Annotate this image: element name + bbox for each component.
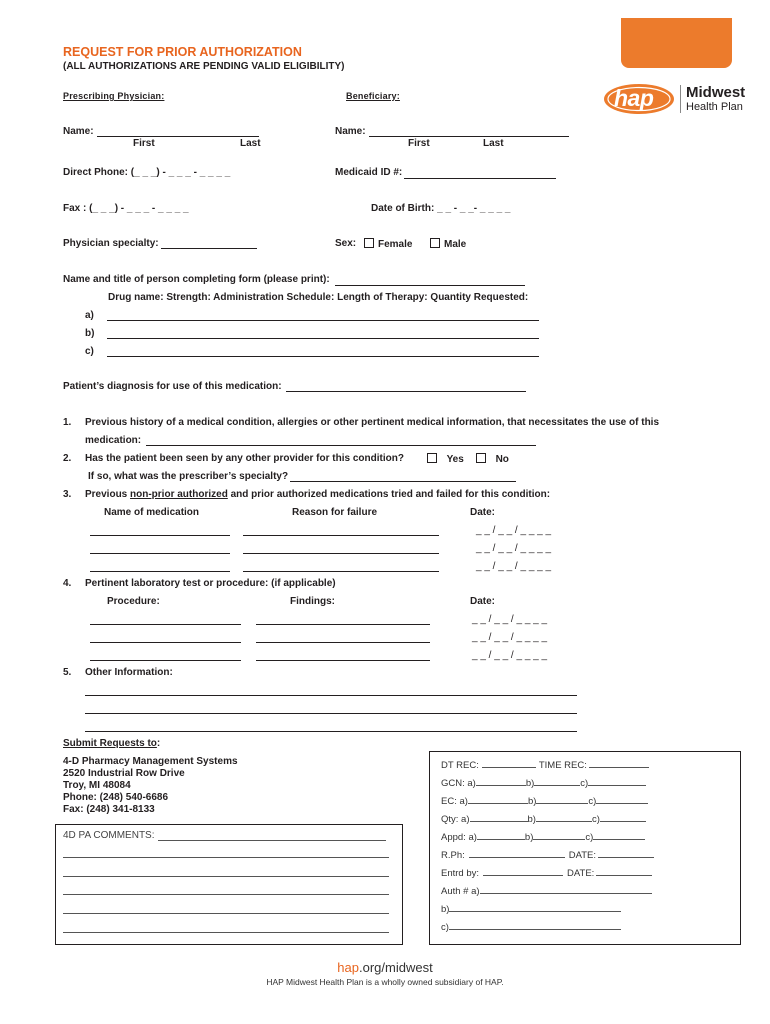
- appd-b-field[interactable]: [533, 830, 585, 840]
- q5-field-3[interactable]: [85, 731, 577, 732]
- auth-row: [441, 884, 652, 897]
- q4-procedure-field-3[interactable]: [90, 660, 241, 661]
- submit-heading-text: Submit Requests to: [63, 738, 157, 749]
- rph-label: R.Ph:: [441, 850, 465, 861]
- q2-no-option[interactable]: [476, 453, 509, 465]
- q3-col-name: Name of medication: [104, 507, 200, 518]
- appd-c-field[interactable]: [593, 830, 645, 840]
- auth-b-field[interactable]: [449, 902, 621, 912]
- entrd-label: Entrd by:: [441, 868, 480, 879]
- q4-col-date: Date:: [470, 596, 496, 607]
- drug-row-a-label: a): [85, 310, 94, 321]
- prescriber-heading: Prescribing Physician:: [63, 91, 165, 101]
- beneficiary-name-field[interactable]: [369, 136, 569, 137]
- form-title: REQUEST FOR PRIOR AUTHORIZATION: [63, 45, 302, 59]
- qty-b-label: b): [527, 814, 536, 825]
- rph-field[interactable]: [469, 848, 565, 858]
- beneficiary-first-label: First: [408, 138, 430, 149]
- form-subtitle: (ALL AUTHORIZATIONS ARE PENDING VALID ELIGIBILITY): [63, 61, 345, 72]
- q2-followup-field[interactable]: [290, 481, 516, 482]
- appd-c-label: c): [585, 832, 594, 843]
- auth-c-row: [441, 920, 621, 933]
- male-label: Male: [444, 239, 467, 250]
- q3-date-field-1[interactable]: _ _ / _ _ / _ _ _ _: [476, 525, 552, 536]
- ec-c-label: c): [588, 796, 597, 807]
- submit-line-4: Phone: (248) 540-6686: [63, 792, 169, 803]
- q4-col-findings: Findings:: [290, 596, 335, 607]
- dt-rec-field[interactable]: [482, 758, 536, 768]
- male-checkbox[interactable]: [430, 238, 440, 248]
- ec-b-field[interactable]: [536, 794, 588, 804]
- q2-no-checkbox[interactable]: [476, 453, 486, 463]
- q3-date-field-2[interactable]: _ _ / _ _ / _ _ _ _: [476, 543, 552, 554]
- submit-line-3: Troy, MI 48084: [63, 780, 131, 791]
- q3-text-pre: Previous: [85, 489, 131, 500]
- appd-b-label: b): [524, 832, 534, 843]
- prescriber-first-label: First: [133, 138, 155, 149]
- ec-b-label: b): [527, 796, 537, 807]
- q4-number: 4.: [63, 578, 72, 589]
- q3-col-reason: Reason for failure: [292, 507, 378, 518]
- time-rec-field[interactable]: [589, 758, 649, 768]
- q4-procedure-field-1[interactable]: [90, 624, 241, 625]
- entrd-date-label: DATE:: [567, 868, 595, 879]
- prescriber-last-label: Last: [240, 138, 261, 149]
- q1-number: 1.: [63, 417, 72, 428]
- logo-brand-sub: Health Plan: [686, 101, 743, 113]
- header-orange-tab: [621, 18, 732, 68]
- submit-heading-colon: :: [156, 738, 161, 749]
- ec-a-field[interactable]: [468, 794, 528, 804]
- q1-continuation: medication:: [85, 435, 142, 446]
- comments-label: 4D PA COMMENTS:: [63, 830, 155, 841]
- footer-link-rest: .org/midwest: [359, 960, 433, 975]
- submit-line-1: 4-D Pharmacy Management Systems: [63, 756, 238, 767]
- q4-findings-field-2[interactable]: [256, 642, 430, 643]
- logo-divider: [680, 85, 681, 113]
- q2-yes-label: Yes: [446, 454, 464, 465]
- submit-heading: [63, 738, 160, 749]
- qty-c-label: c): [591, 814, 600, 825]
- comments-box[interactable]: [55, 824, 403, 945]
- comments-field-2[interactable]: [63, 857, 389, 858]
- beneficiary-name-label: Name:: [335, 126, 366, 137]
- appd-a-field[interactable]: [477, 830, 525, 840]
- footer-note: HAP Midwest Health Plan is a wholly owned subsidiary of HAP.: [266, 977, 504, 987]
- q2-followup-label: If so, what was the prescriber’s specialty?: [88, 471, 289, 482]
- q5-field-2[interactable]: [85, 713, 577, 714]
- q4-date-field-3[interactable]: _ _ / _ _ / _ _ _ _: [472, 650, 548, 661]
- q4-findings-field-1[interactable]: [256, 624, 430, 625]
- prescriber-name-label: Name:: [63, 126, 94, 137]
- appd-row: [441, 830, 645, 843]
- q4-text: Pertinent laboratory test or procedure: (if applicable): [85, 578, 336, 589]
- sex-female-option[interactable]: [364, 238, 412, 250]
- footer-link-hap: hap: [337, 960, 359, 975]
- prescriber-name-field[interactable]: [97, 136, 259, 137]
- ec-label: EC: a): [441, 796, 468, 807]
- dob-field[interactable]: Date of Birth: _ _ - _ _- _ _ _ _: [371, 203, 511, 214]
- q2-no-label: No: [495, 454, 509, 465]
- completer-field[interactable]: [335, 285, 525, 286]
- sex-male-option[interactable]: [430, 238, 466, 250]
- prescriber-phone-field[interactable]: Direct Phone: (_ _ _) - _ _ _ - _ _ _ _: [63, 167, 231, 178]
- time-rec-label: TIME REC:: [538, 760, 587, 771]
- q4-col-procedure: Procedure:: [107, 596, 160, 607]
- diagnosis-field[interactable]: [286, 391, 526, 392]
- drug-row-c-field[interactable]: [107, 356, 539, 357]
- q3-reason-field-2[interactable]: [243, 553, 439, 554]
- drug-row-c-label: c): [85, 346, 94, 357]
- q5-number: 5.: [63, 667, 72, 678]
- q1-field[interactable]: [146, 445, 536, 446]
- entrd-date-field[interactable]: [596, 866, 652, 876]
- entrd-row: [441, 866, 652, 879]
- prescriber-fax-field[interactable]: Fax : (_ _ _) - _ _ _ - _ _ _ _: [63, 203, 189, 214]
- q3-reason-field-3[interactable]: [243, 571, 439, 572]
- auth-label: Auth # a): [441, 886, 480, 897]
- logo-brand: Midwest: [686, 84, 746, 101]
- diagnosis-label: Patient’s diagnosis for use of this medication:: [63, 381, 282, 392]
- gcn-label: GCN: a): [441, 778, 476, 789]
- q2-yes-option[interactable]: [427, 453, 464, 465]
- auth-b-row: [441, 902, 621, 915]
- gcn-b-label: b): [525, 778, 535, 789]
- auth-c-field[interactable]: [449, 920, 621, 930]
- comments-field-1[interactable]: [158, 840, 386, 841]
- comments-field-5[interactable]: [63, 913, 389, 914]
- beneficiary-last-label: Last: [483, 138, 504, 149]
- q2-text: Has the patient been seen by any other provider for this condition?: [85, 453, 404, 464]
- drug-row-b-label: b): [85, 328, 95, 339]
- q3-number: 3.: [63, 489, 72, 500]
- q2-number: 2.: [63, 453, 72, 464]
- entrd-field[interactable]: [483, 866, 563, 876]
- q3-col-date: Date:: [470, 507, 496, 518]
- q3-date-field-3[interactable]: _ _ / _ _ / _ _ _ _: [476, 561, 552, 572]
- q3-text-underlined: non-prior authorized: [130, 489, 228, 500]
- rph-date-field[interactable]: [598, 848, 654, 858]
- medicaid-id-label: Medicaid ID #:: [335, 167, 403, 178]
- beneficiary-heading: Beneficiary:: [346, 91, 400, 101]
- qty-row: [441, 812, 646, 825]
- q3-med-field-3[interactable]: [90, 571, 230, 572]
- q4-procedure-field-2[interactable]: [90, 642, 241, 643]
- qty-c-field[interactable]: [600, 812, 646, 822]
- gcn-c-label: c): [580, 778, 589, 789]
- q5-field-1[interactable]: [85, 695, 577, 696]
- comments-field-6[interactable]: [63, 932, 389, 933]
- rph-row: [441, 848, 654, 861]
- auth-c-label: c): [441, 922, 449, 933]
- ec-c-field[interactable]: [596, 794, 648, 804]
- q4-date-field-2[interactable]: _ _ / _ _ / _ _ _ _: [472, 632, 548, 643]
- physician-specialty-field[interactable]: [161, 248, 257, 249]
- rph-date-label: DATE:: [568, 850, 597, 861]
- auth-a-field[interactable]: [480, 884, 652, 894]
- comments-field-4[interactable]: [63, 894, 389, 895]
- gcn-a-field[interactable]: [476, 776, 526, 786]
- auth-b-label: b): [441, 904, 450, 915]
- q5-text: Other Information:: [85, 667, 173, 678]
- hap-logo-text: hap: [614, 85, 654, 111]
- q3-reason-field-1[interactable]: [243, 535, 439, 536]
- gcn-row: [441, 776, 646, 789]
- qty-label: Qty: a): [441, 814, 470, 825]
- completer-label: Name and title of person completing form (please print):: [63, 274, 330, 285]
- q1-text: Previous history of a medical condition, allergies or other pertinent medical information, that necessitates the use of this: [85, 417, 660, 428]
- drug-row-a-field[interactable]: [107, 320, 539, 321]
- female-label: Female: [378, 239, 413, 250]
- q2-yes-checkbox[interactable]: [427, 453, 437, 463]
- drug-row-b-field[interactable]: [107, 338, 539, 339]
- hap-logo: [603, 82, 746, 116]
- submit-line-5: Fax: (248) 341-8133: [63, 804, 155, 815]
- appd-label: Appd: a): [441, 832, 477, 843]
- physician-specialty-label: Physician specialty:: [63, 238, 159, 249]
- q4-date-field-1[interactable]: _ _ / _ _ / _ _ _ _: [472, 614, 548, 625]
- ec-row: [441, 794, 648, 807]
- q3-med-field-1[interactable]: [90, 535, 230, 536]
- q3-med-field-2[interactable]: [90, 553, 230, 554]
- footer-website-link[interactable]: [0, 960, 770, 975]
- drug-table-header: Drug name: Strength: Administration Schedule: Length of Therapy: Quantity Requested:: [108, 292, 529, 303]
- submit-line-2: 2520 Industrial Row Drive: [63, 768, 185, 779]
- q3-text: [85, 489, 550, 500]
- q3-text-post: and prior authorized medications tried and failed for this condition:: [227, 489, 551, 500]
- qty-b-field[interactable]: [536, 812, 592, 822]
- qty-a-field[interactable]: [470, 812, 528, 822]
- dt-rec-row: [441, 758, 649, 771]
- female-checkbox[interactable]: [364, 238, 374, 248]
- gcn-c-field[interactable]: [588, 776, 646, 786]
- sex-label: Sex:: [335, 238, 357, 249]
- q4-findings-field-3[interactable]: [256, 660, 430, 661]
- gcn-b-field[interactable]: [534, 776, 580, 786]
- dt-rec-label: DT REC:: [441, 760, 479, 771]
- medicaid-id-field[interactable]: [404, 178, 556, 179]
- comments-field-3[interactable]: [63, 876, 389, 877]
